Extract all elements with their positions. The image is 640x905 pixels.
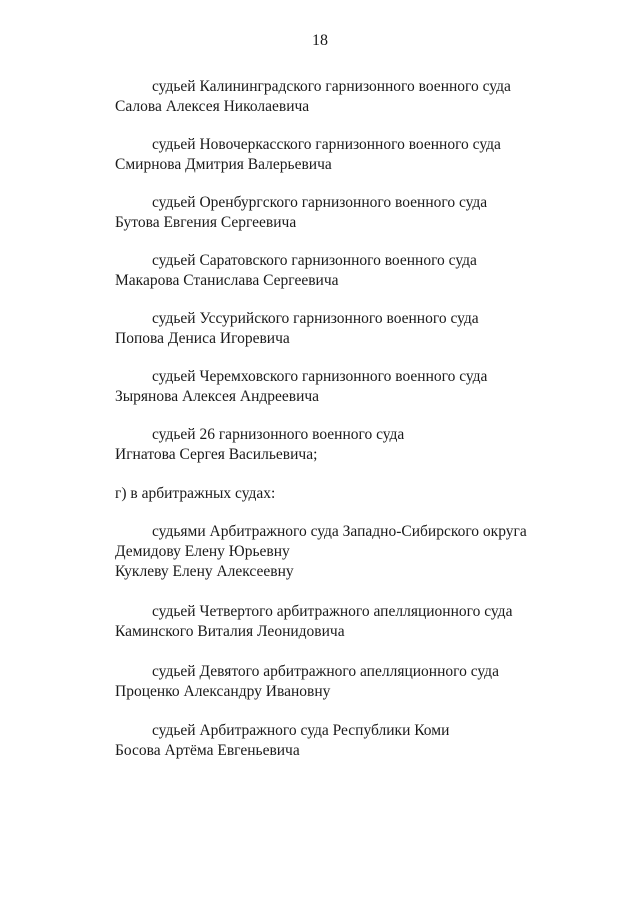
arb-entry-2-position: судьей Четвертого арбитражного апелляционного суда [152, 603, 513, 620]
arb-entry-3-position: судьей Девятого арбитражного апелляционного суда [152, 663, 499, 680]
entry-6-name: Зырянова Алексея Андреевича [115, 388, 320, 405]
arb-entry-4-name: Босова Артёма Евгеньевича [115, 742, 300, 759]
entry-1-position: судьей Калининградского гарнизонного военного суда [152, 78, 511, 95]
entry-6-position: судьей Черемховского гарнизонного военного суда [152, 368, 488, 385]
arb-entry-3-name: Проценко Александру Ивановну [115, 683, 331, 700]
entry-2-position: судьей Новочеркасского гарнизонного военного суда [152, 136, 501, 153]
entry-4-name: Макарова Станислава Сергеевича [115, 272, 339, 289]
arb-entry-1-position: судьями Арбитражного суда Западно-Сибирского округа [152, 523, 527, 540]
entry-4-position: судьей Саратовского гарнизонного военного суда [152, 252, 477, 269]
page-number: 18 [312, 32, 328, 49]
entry-7-name: Игнатова Сергея Васильевича; [115, 446, 318, 463]
arb-entry-1-name-2: Куклеву Елену Алексеевну [115, 563, 294, 580]
arb-entry-4-position: судьей Арбитражного суда Республики Коми [152, 722, 450, 739]
entry-3-name: Бутова Евгения Сергеевича [115, 214, 297, 231]
section-heading: г) в арбитражных судах: [115, 485, 276, 502]
entry-1-name: Салова Алексея Николаевича [115, 98, 310, 115]
entry-3-position: судьей Оренбургского гарнизонного военного суда [152, 194, 488, 211]
entry-2-name: Смирнова Дмитрия Валерьевича [115, 156, 332, 173]
entry-7-position: судьей 26 гарнизонного военного суда [152, 426, 405, 443]
arb-entry-1-name-1: Демидову Елену Юрьевну [115, 543, 290, 560]
entry-5-position: судьей Уссурийского гарнизонного военного суда [152, 310, 479, 327]
arb-entry-2-name: Каминского Виталия Леонидовича [115, 623, 345, 640]
entry-5-name: Попова Дениса Игоревича [115, 330, 290, 347]
